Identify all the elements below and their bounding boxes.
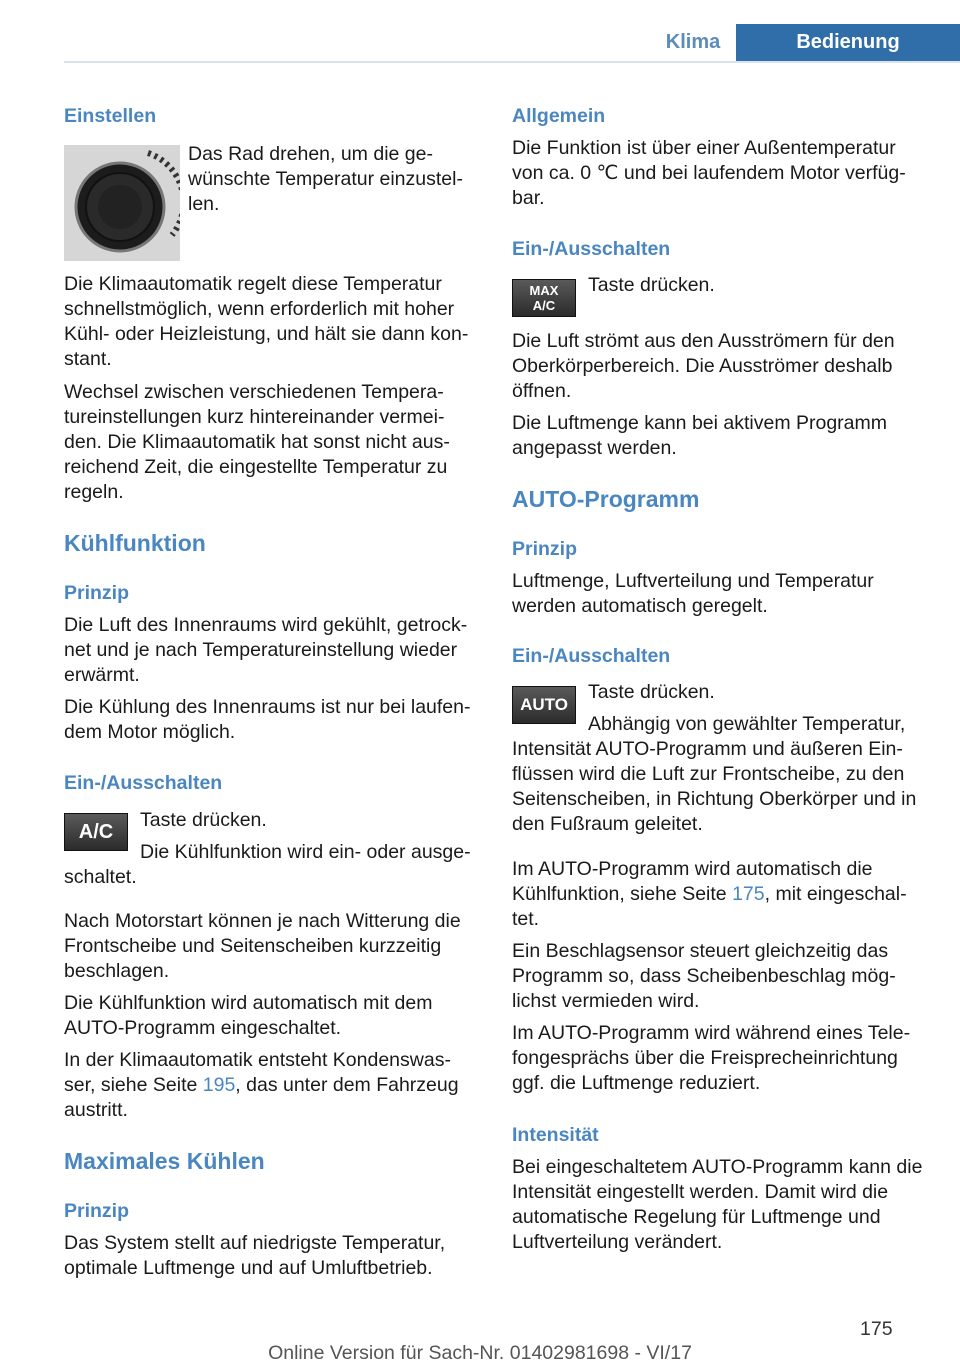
auto-button-image: AUTO (512, 686, 576, 724)
einstellen-heading: Einstellen (64, 105, 157, 127)
auto-einaus-heading: Ein-/Ausschalten (512, 645, 671, 667)
auto-para-4: Ein Beschlagsensor steuert gleichzeitig das Programm so, dass Scheibenbeschlag mög‐ lichst vermieden wird. (512, 940, 896, 1012)
header-tab-klima[interactable]: Klima (665, 31, 721, 53)
max-para-3: Die Luftmenge kann bei aktivem Programm angepasst werden. (512, 412, 888, 459)
kuehl-para-5: Die Kühlfunktion wird automatisch mit dem AUTO-Programm eingeschaltet. (64, 992, 433, 1039)
auto-para-3 (512, 857, 928, 932)
header-tab-bedienung[interactable]: Bedienung (736, 24, 960, 61)
kuehlfunktion-heading: Kühlfunktion (64, 530, 206, 556)
intensitaet-heading: Intensität (512, 1124, 599, 1146)
einstellen-text: Das Rad drehen, um die ge‐ wünschte Temperatur einzustel‐ len. (188, 143, 463, 215)
max-einaus-heading: Ein-/Ausschalten (512, 238, 671, 260)
kuehl-para-6-text-a: In der Klimaautomatik entsteht Kondenswas‐ ser, siehe Seite (64, 1049, 451, 1096)
auto-prinzip-heading: Prinzip (512, 538, 578, 560)
auto-para-2: Abhängig von gewählter Temperatur, Intensität AUTO-Programm und äußeren Ein‐ flüssen wird die Luft zur Frontscheibe, zu den Seitenscheiben, in Richtung Oberkörper und in den Fußraum geleitet. (512, 713, 917, 835)
intensitaet-para: Bei eingeschaltetem AUTO-Programm kann die Intensität eingestellt werden. Damit wird die automatische Regelung für Luftmenge und Luftverteilung verändert. (512, 1156, 923, 1253)
kuehl-para-6 (64, 1048, 480, 1123)
max-taste-text: Taste drücken. (588, 274, 715, 296)
max-para-1: Das System stellt auf niedrigste Temperatur, optimale Luftmenge und auf Umluftbetrieb. (64, 1232, 446, 1279)
klima-para-2: Wechsel zwischen verschiedenen Tempera‐ tureinstellungen kurz hintereinander vermei‐ den. Die Klimaautomatik hat sonst nicht aus‐ reichend Zeit, die eingestellte Temperatur zu regeln. (64, 381, 450, 503)
page-link-195[interactable]: 195 (202, 1074, 236, 1096)
kuehl-taste-text: Taste drücken. (140, 809, 267, 831)
max-para-2: Die Luft strömt aus den Ausströmern für den Oberkörperbereich. Die Ausströmer deshalb öffnen. (512, 330, 895, 402)
page-number: 175 (860, 1318, 893, 1340)
allgemein-para: Die Funktion ist über einer Außentemperatur von ca. 0 ℃ und bei laufendem Motor verfüg‐ bar. (512, 137, 906, 209)
online-version-footer: Online Version für Sach-Nr. 01402981698 - VI/17 (268, 1342, 692, 1364)
kuehl-para-4: Nach Motorstart können je nach Witterung die Frontscheibe und Seitenscheiben kurzzeitig beschlagen. (64, 910, 461, 982)
temperature-knob-image (64, 145, 180, 261)
ac-button-image: A/C (64, 813, 128, 851)
kuehl-einaus-heading: Ein-/Ausschalten (64, 772, 223, 794)
auto-para-5: Im AUTO-Programm wird während eines Tele‐ fongesprächs über die Freisprecheinrichtung ggf. die Luftmenge reduziert. (512, 1022, 911, 1094)
auto-programm-heading: AUTO-Programm (512, 486, 700, 512)
header-rule (64, 61, 960, 63)
klima-para-1: Die Klimaautomatik regelt diese Temperatur schnellstmöglich, wenn erforderlich mit hoher Kühl- oder Heizleistung, und hält sie dann kon‐ stant. (64, 273, 469, 370)
maximales-kuehlen-heading: Maximales Kühlen (64, 1148, 265, 1174)
allgemein-heading: Allgemein (512, 105, 606, 127)
max-ac-label-2: A/C (532, 298, 556, 313)
kuehl-para-2: Die Kühlung des Innenraums ist nur bei laufen‐ dem Motor möglich. (64, 696, 471, 743)
auto-para-1: Luftmenge, Luftverteilung und Temperatur werden automatisch geregelt. (512, 570, 874, 617)
kuehl-para-1: Die Luft des Innenraums wird gekühlt, getrock‐ net und je nach Temperatureinstellung wieder erwärmt. (64, 614, 468, 686)
temperature-knob-icon (64, 145, 180, 261)
page-link-175[interactable]: 175 (732, 883, 765, 905)
auto-taste-text: Taste drücken. (588, 681, 715, 703)
auto-para-3-text-b: , mit eingeschal‐ tet. (512, 883, 907, 930)
auto-para-3-text-a: Im AUTO-Programm wird automatisch die Kühlfunktion, siehe Seite (512, 858, 873, 905)
kuehl-para-3: Die Kühlfunktion wird ein- oder ausge‐ schaltet. (64, 841, 471, 888)
max-ac-label-1: MAX (529, 283, 559, 298)
kuehl-para-6-text-b: , das unter dem Fahrzeug austritt. (64, 1074, 459, 1121)
max-ac-button-image (512, 279, 576, 317)
kuehl-prinzip-heading: Prinzip (64, 582, 130, 604)
max-prinzip-heading: Prinzip (64, 1200, 130, 1222)
